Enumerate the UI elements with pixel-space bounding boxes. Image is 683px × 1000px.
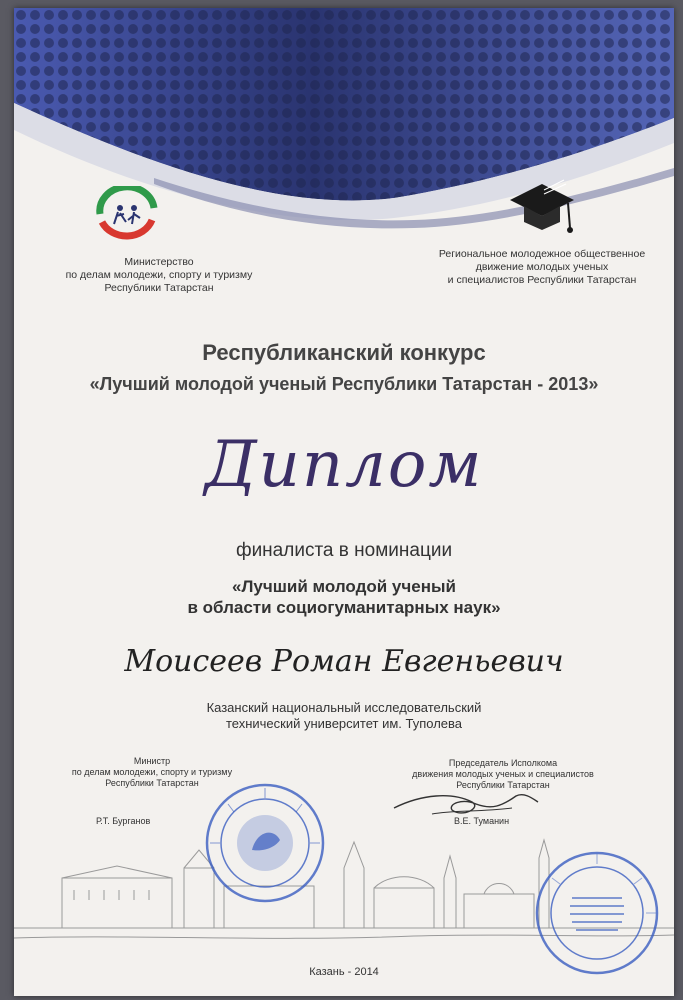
ministry-logo-icon	[92, 186, 162, 242]
signer-title-line: Республики Татарстан	[456, 780, 550, 790]
chairman-name: В.Е. Туманин	[454, 816, 510, 826]
institution-line: технический университет им. Туполева	[225, 716, 463, 731]
recipient-name: Моисеев Роман Евгеньевич	[124, 644, 564, 679]
signer-title-line: Республики Татарстан	[105, 778, 199, 788]
ministry-line: по делам молодежи, спорту и туризму	[65, 269, 253, 281]
nomination-line: «Лучший молодой ученый	[232, 577, 456, 596]
handwritten-signature	[392, 784, 542, 824]
signer-title-line: движения молодых ученых и специалистов	[412, 769, 594, 779]
contest-name: «Лучший молодой ученый Республики Татарстан - 2013»	[89, 374, 599, 394]
graduation-cap-icon	[504, 176, 578, 236]
movement-line: движение молодых ученых	[475, 261, 609, 273]
city-year-footer: Казань - 2014	[309, 966, 379, 978]
movement-line: Региональное молодежное общественное	[438, 248, 646, 260]
minister-name: Р.Т. Бурганов	[96, 816, 151, 826]
nomination-line: в области социогуманитарных наук»	[187, 598, 501, 617]
ministry-name	[44, 256, 274, 295]
institution-line: Казанский национальный исследовательский	[206, 700, 482, 715]
youth-movement-name	[382, 248, 674, 287]
signer-title-line: Председатель Исполкома	[448, 758, 558, 768]
movement-line: и специалистов Республики Татарстан	[447, 274, 637, 286]
signer-title-line: по делам молодежи, спорту и туризму	[71, 767, 233, 777]
institution-name	[14, 700, 674, 732]
ministry-line: Республики Татарстан	[104, 282, 214, 294]
signer-title-line: Министр	[133, 756, 171, 766]
movement-seal-stamp	[532, 848, 662, 978]
finalist-caption: финалиста в номинации	[235, 540, 453, 561]
contest-title: Республиканский конкурс	[202, 340, 486, 365]
diploma-sheet	[14, 8, 674, 996]
nomination-title	[14, 576, 674, 618]
diploma-heading: Диплом	[204, 428, 484, 502]
ministry-line: Министерство	[124, 256, 194, 268]
ministry-seal-stamp	[202, 780, 328, 906]
